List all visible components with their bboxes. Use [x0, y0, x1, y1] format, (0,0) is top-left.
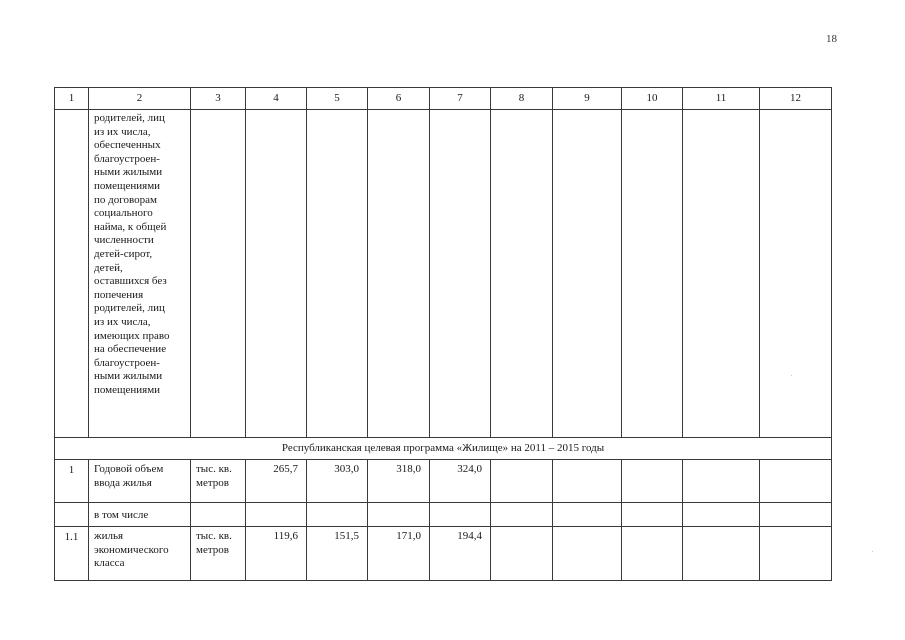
column-number-cell: 4 — [246, 88, 307, 110]
table-row — [55, 460, 832, 503]
table-cell — [430, 110, 491, 438]
section-title: Республиканская целевая программа «Жилище» на 2011 – 2015 годы — [55, 438, 832, 460]
description-line: помещениями — [94, 179, 161, 192]
page-number: 18 — [826, 33, 837, 45]
table-cell — [191, 110, 246, 438]
indicator-name: жилья экономического класса — [89, 527, 191, 581]
table-cell — [553, 503, 622, 527]
table-cell — [622, 527, 683, 581]
description-line: родителей, лиц — [94, 302, 165, 315]
value-cell: 318,0 — [368, 460, 430, 503]
table-cell — [368, 110, 430, 438]
table-cell — [491, 460, 553, 503]
value-cell: 265,7 — [246, 460, 307, 503]
value-cell: 194,4 — [430, 527, 491, 581]
row-number: 1 — [55, 460, 89, 503]
description-line: родителей, лиц — [94, 112, 165, 124]
table-cell — [307, 110, 368, 438]
table-cell — [553, 460, 622, 503]
description-line: детей, — [94, 261, 123, 274]
description-line: социального — [94, 207, 153, 220]
description-line: из их числа, — [94, 315, 151, 328]
column-number-cell: 10 — [622, 88, 683, 110]
table-cell — [760, 527, 832, 581]
description-line: обеспеченных — [94, 139, 161, 152]
table-cell — [683, 110, 760, 438]
table-cell — [683, 527, 760, 581]
table-cell — [622, 460, 683, 503]
table-cell — [553, 110, 622, 438]
including-label: в том числе — [89, 503, 191, 527]
row-number: 1.1 — [55, 527, 89, 581]
table-cell — [55, 110, 89, 438]
indicators-table — [54, 87, 832, 581]
program-section-row — [55, 438, 832, 460]
table-cell — [683, 503, 760, 527]
description-line: найма, к общей — [94, 220, 167, 233]
unit-of-measure: тыс. кв. метров — [191, 527, 246, 581]
description-line: благоустроен- — [94, 152, 160, 165]
column-number-cell: 7 — [430, 88, 491, 110]
table-cell — [491, 110, 553, 438]
table-cell — [307, 503, 368, 527]
description-line: помещениями — [94, 383, 161, 396]
table-cell — [368, 503, 430, 527]
column-number-cell: 12 — [760, 88, 832, 110]
table-cell — [760, 460, 832, 503]
value-cell: 303,0 — [307, 460, 368, 503]
table-cell — [622, 110, 683, 438]
indicator-name: Годовой объем ввода жилья — [89, 460, 191, 503]
table-cell — [246, 110, 307, 438]
column-number-cell: 2 — [89, 88, 191, 110]
description-line: благоустроен- — [94, 356, 160, 369]
column-number-cell: 11 — [683, 88, 760, 110]
table-cell — [683, 460, 760, 503]
column-number-cell: 8 — [491, 88, 553, 110]
scan-speck — [791, 375, 792, 376]
description-line: численности — [94, 234, 154, 247]
value-cell: 151,5 — [307, 527, 368, 581]
continued-indicator-row — [55, 110, 832, 438]
table-row — [55, 527, 832, 581]
description-line: ными жилыми — [94, 370, 163, 383]
table-cell — [55, 503, 89, 527]
table-cell — [760, 110, 832, 438]
table-cell — [491, 503, 553, 527]
column-number-header-row — [55, 88, 832, 110]
table-cell — [191, 503, 246, 527]
description-line: попечения — [94, 288, 144, 301]
table-row — [55, 503, 832, 527]
table-cell — [622, 503, 683, 527]
table-cell — [491, 527, 553, 581]
description-line: ными жилыми — [94, 166, 163, 179]
description-line: по договорам — [94, 193, 157, 206]
description-line: детей-сирот, — [94, 247, 153, 260]
description-line: на обеспечение — [94, 343, 167, 356]
value-cell: 171,0 — [368, 527, 430, 581]
table-cell — [246, 503, 307, 527]
column-number-cell: 1 — [55, 88, 89, 110]
column-number-cell: 5 — [307, 88, 368, 110]
description-line: из их числа, — [94, 125, 151, 138]
value-cell: 324,0 — [430, 460, 491, 503]
value-cell: 119,6 — [246, 527, 307, 581]
column-number-cell: 6 — [368, 88, 430, 110]
description-line: имеющих право — [94, 329, 170, 342]
table-cell — [430, 503, 491, 527]
table-cell — [553, 527, 622, 581]
unit-of-measure: тыс. кв. метров — [191, 460, 246, 503]
description-line: оставшихся без — [94, 275, 167, 288]
column-number-cell: 3 — [191, 88, 246, 110]
scan-speck — [872, 551, 873, 552]
column-number-cell: 9 — [553, 88, 622, 110]
continued-indicator-description — [89, 110, 191, 438]
table-cell — [760, 503, 832, 527]
